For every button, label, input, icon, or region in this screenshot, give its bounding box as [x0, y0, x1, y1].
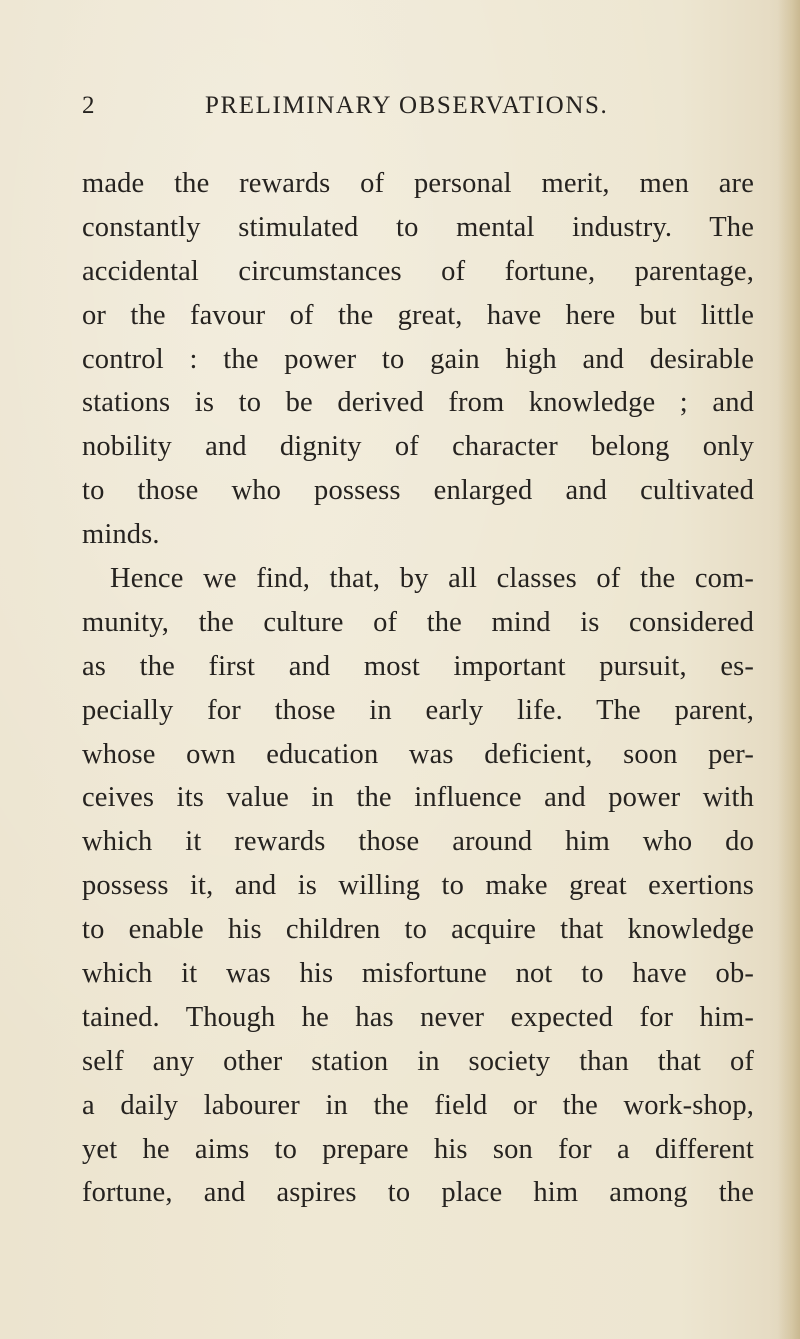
- text-line: fortune, and aspires to place him among the: [82, 1177, 754, 1209]
- page-number: 2: [82, 92, 95, 119]
- text-line: yet he aims to prepare his son for a different: [82, 1133, 754, 1165]
- running-head: PRELIMINARY OBSERVATIONS.: [205, 92, 609, 119]
- text-line: control : the power to gain high and desirable: [82, 343, 754, 375]
- text-line: constantly stimulated to mental industry. The: [82, 211, 754, 243]
- page-header: [82, 92, 712, 132]
- text-line: which it was his misfortune not to have ob-: [82, 958, 754, 990]
- page-edge-shadow: [778, 0, 800, 1339]
- text-line: self any other station in society than that of: [82, 1045, 754, 1077]
- text-line: possess it, and is willing to make great exertions: [82, 870, 754, 902]
- text-line: or the favour of the great, have here but little: [82, 299, 754, 331]
- text-line: accidental circumstances of fortune, parentage,: [82, 255, 754, 287]
- text-line: munity, the culture of the mind is considered: [82, 606, 754, 638]
- text-line: ceives its value in the influence and power with: [82, 782, 754, 814]
- body-text: [82, 162, 754, 1215]
- text-line: to those who possess enlarged and cultivated: [82, 475, 754, 507]
- text-line: as the first and most important pursuit, es-: [82, 650, 754, 682]
- text-line: tained. Though he has never expected for him-: [82, 1001, 754, 1033]
- text-line: whose own education was deficient, soon per-: [82, 738, 754, 770]
- text-line: nobility and dignity of character belong only: [82, 431, 754, 463]
- text-line: pecially for those in early life. The parent,: [82, 694, 754, 726]
- text-line: which it rewards those around him who do: [82, 826, 754, 858]
- text-line: a daily labourer in the field or the work-shop,: [82, 1089, 754, 1121]
- text-line: made the rewards of personal merit, men are: [82, 168, 754, 199]
- text-line: to enable his children to acquire that knowledge: [82, 914, 754, 946]
- paragraph-start-line: Hence we find, that, by all classes of the com-: [110, 563, 754, 595]
- text-line: stations is to be derived from knowledge ; and: [82, 387, 754, 419]
- text-line: minds.: [82, 519, 160, 551]
